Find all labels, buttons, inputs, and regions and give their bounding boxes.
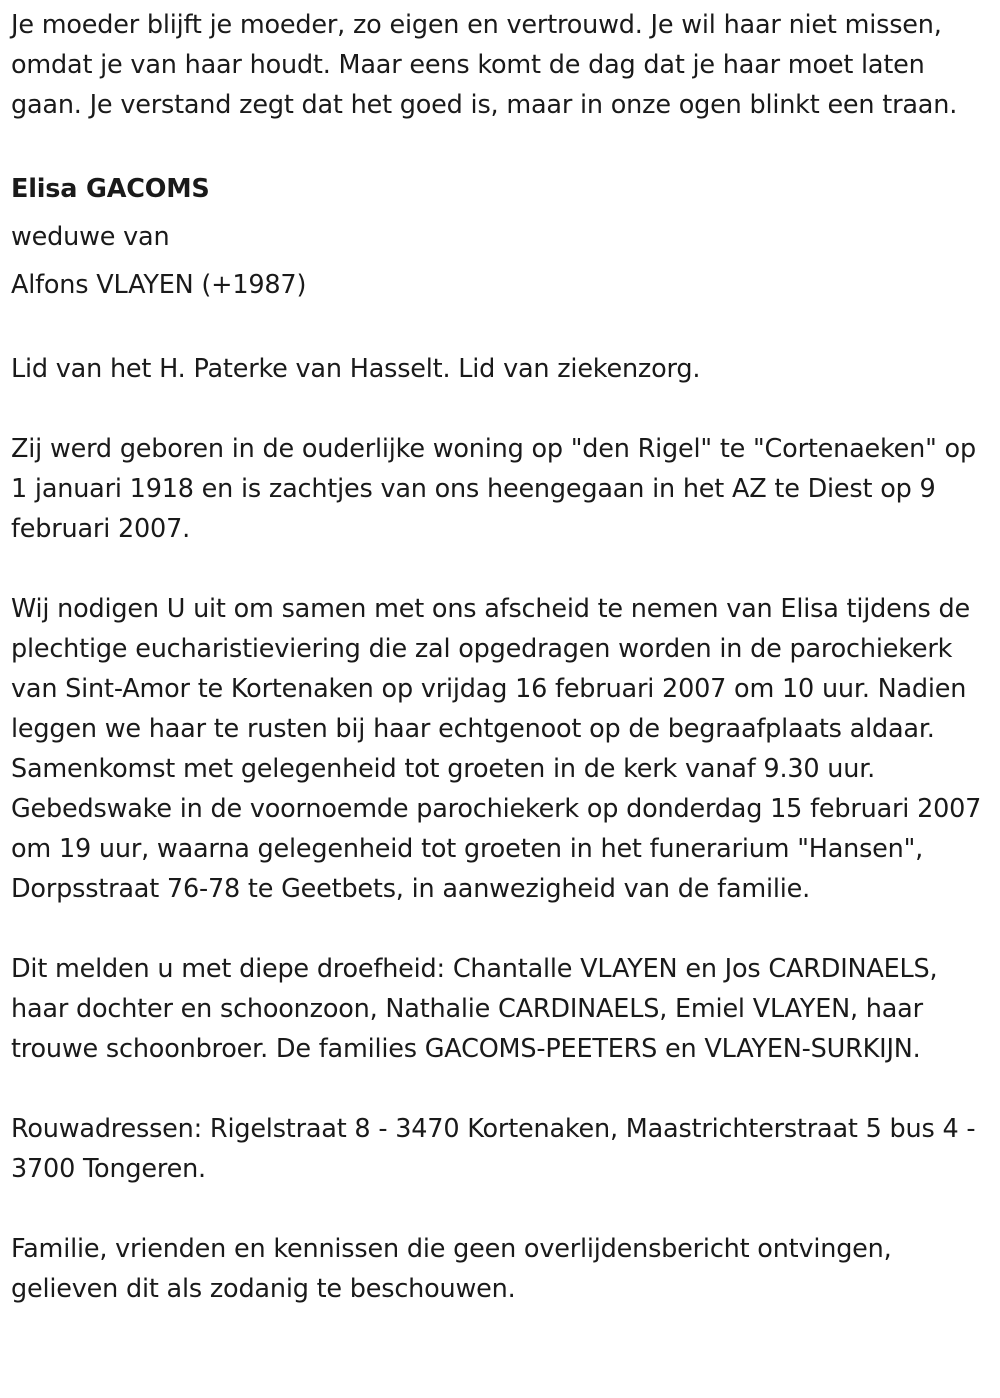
condolence-addresses: Rouwadressen: Rigelstraat 8 - 3470 Kortenaken, Maastrichterstraat 5 bus 4 - 3700 Tongeren. <box>11 1114 976 1184</box>
deceased-name: Elisa GACOMS <box>11 174 210 204</box>
announced-by: Dit melden u met diepe droefheid: Chantalle VLAYEN en Jos CARDINAELS, haar dochter en schoonzoon, Nathalie CARDINAELS, Emiel VLAYEN, haar trouwe schoonbroer. De families GACOMS-PEETERS en VLAYEN-SURKIJN. <box>11 954 938 1064</box>
memberships: Lid van het H. Paterke van Hasselt. Lid van ziekenzorg. <box>11 354 701 384</box>
intro-poem: Je moeder blijft je moeder, zo eigen en vertrouwd. Je wil haar niet missen, omdat je van haar houdt. Maar eens komt de dag dat je haar moet laten gaan. Je verstand zegt dat het goed is, maar in onze ogen blinkt een traan. <box>11 10 958 120</box>
birth-death-details: Zij werd geboren in de ouderlijke woning op "den Rigel" te "Cortenaeken" op 1 januari 1918 en is zachtjes van ons heengegaan in het AZ te Diest op 9 februari 2007. <box>11 434 976 544</box>
spouse-name: Alfons VLAYEN (+1987) <box>11 270 307 300</box>
funeral-details: Wij nodigen U uit om samen met ons afscheid te nemen van Elisa tijdens de plechtige eucharistieviering die zal opgedragen worden in de parochiekerk van Sint-Amor te Kortenaken op vrijdag 16 februari 2007 om 10 uur. Nadien leggen we haar te rusten bij haar echtgenoot op de begraafplaats aldaar. Samenkomst met gelegenheid tot groeten in de kerk vanaf 9.30 uur. Gebedswake in de voornoemde parochiekerk op donderdag 15 februari 2007 om 19 uur, waarna gelegenheid tot groeten in het funerarium "Hansen", Dorpsstraat 76-78 te Geetbets, in aanwezigheid van de familie. <box>11 594 982 904</box>
widow-of-label: weduwe van <box>11 222 170 252</box>
closing-note: Familie, vrienden en kennissen die geen overlijdensbericht ontvingen, gelieven dit als zodanig te beschouwen. <box>11 1234 892 1304</box>
